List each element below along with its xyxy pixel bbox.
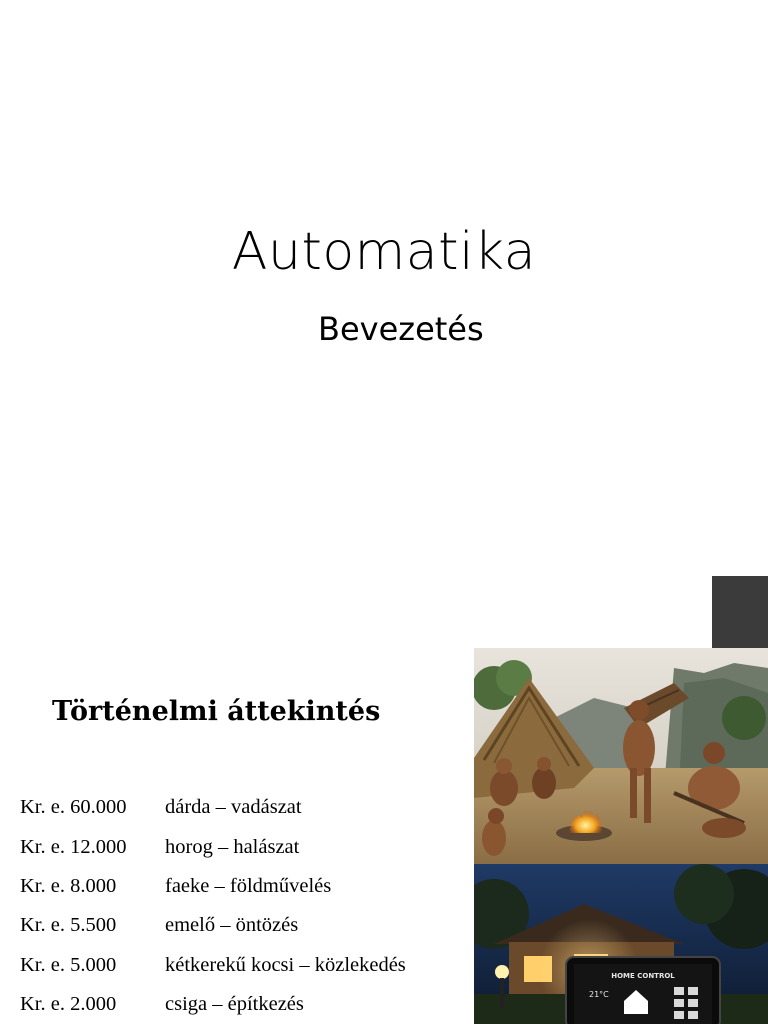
timeline-date: Kr. e. 60.000 [20,796,127,819]
timeline-date: Kr. e. 5.000 [20,953,117,976]
decorative-dark-block [712,576,768,648]
timeline-row [20,788,406,827]
home-control-title: HOME CONTROL [611,972,675,980]
timeline-list [20,788,406,1024]
prehistoric-scene-image [474,648,768,864]
slide-subtitle: Bevezetés [318,310,484,348]
timeline-row [20,906,406,945]
timeline-date: Kr. e. 12.000 [20,835,127,858]
timeline-date: Kr. e. 5.500 [20,914,117,937]
timeline-item: emelő – öntözés [165,914,299,937]
timeline-row [20,985,406,1024]
slide-title: Automatika [231,222,537,282]
temperature-readout: 21°C [589,990,609,999]
timeline-item: horog – halászat [165,835,300,858]
timeline-item: kétkerekű kocsi – közlekedés [165,953,406,976]
timeline-row [20,946,406,985]
timeline-item: csiga – építkezés [165,993,304,1016]
timeline-row [20,827,406,866]
history-heading: Történelmi áttekintés [52,696,381,727]
history-slide [0,576,768,1024]
timeline-date: Kr. e. 8.000 [20,874,117,897]
timeline-row [20,867,406,906]
timeline-item: dárda – vadászat [165,796,302,819]
timeline-date: Kr. e. 2.000 [20,993,117,1016]
smart-home-image [474,864,768,1024]
timeline-item: faeke – földművelés [165,874,332,897]
